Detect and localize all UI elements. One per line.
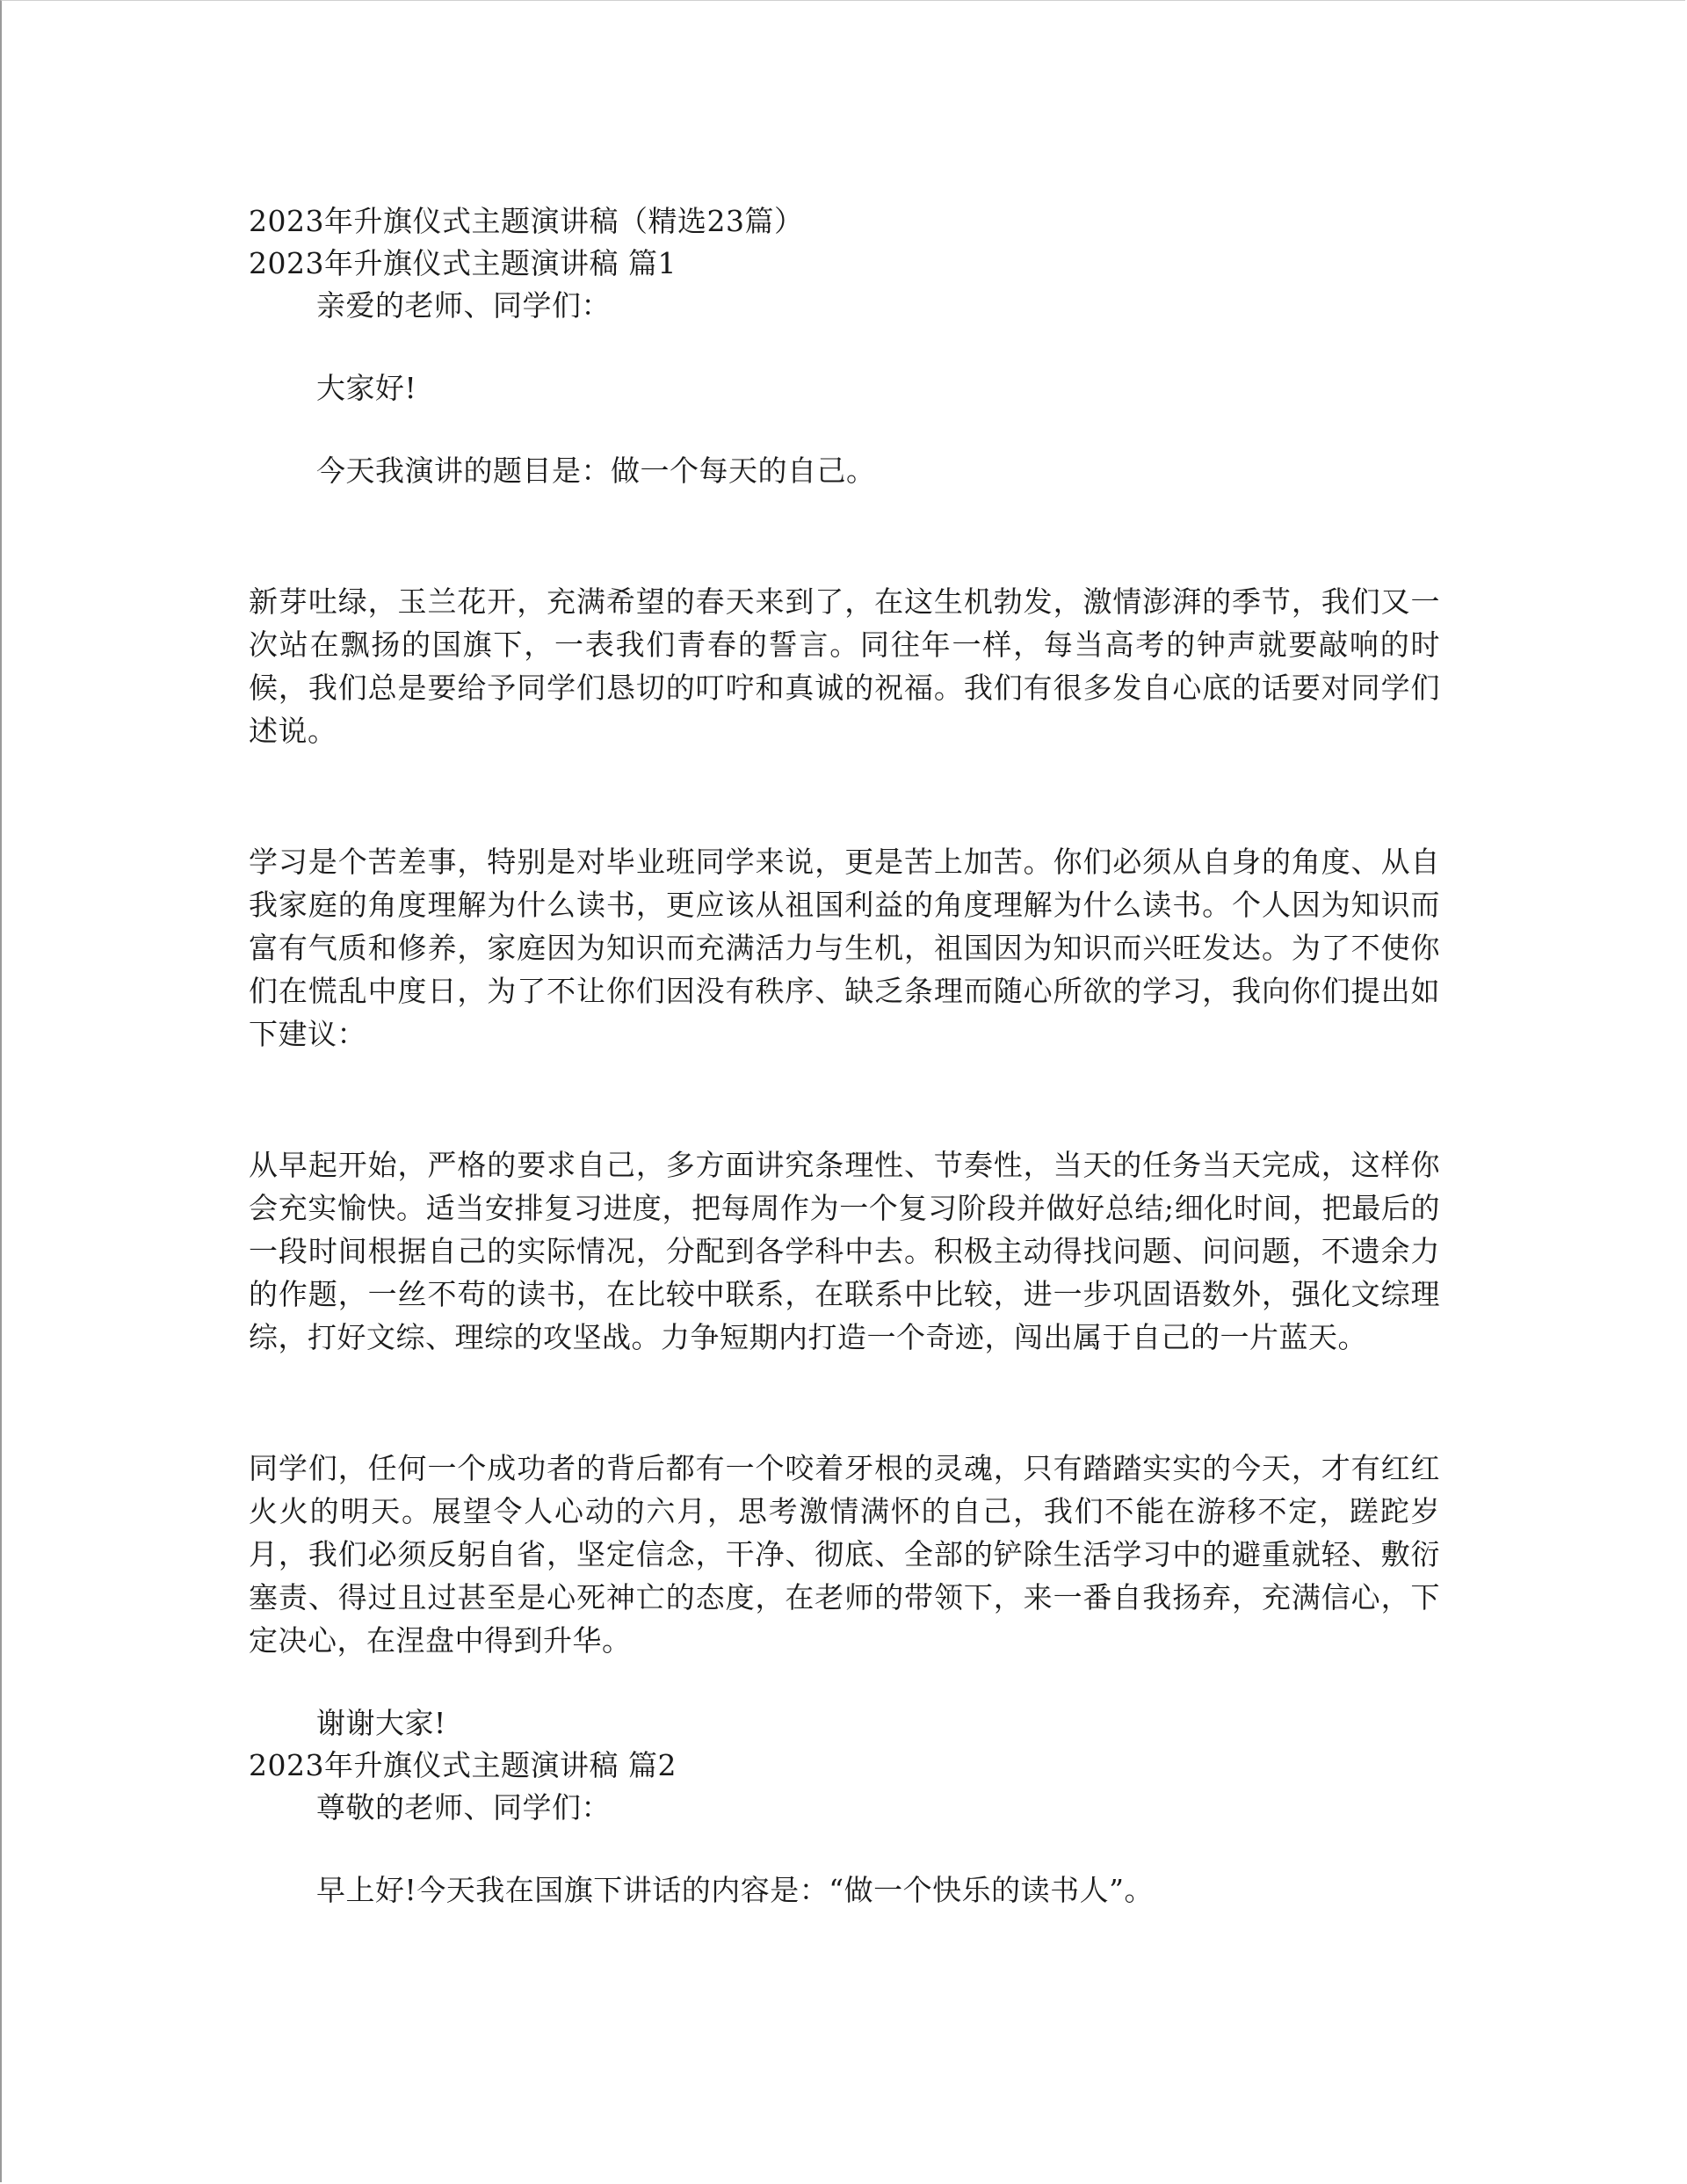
section-2-heading: 2023年升旗仪式主题演讲稿 篇2	[249, 1748, 677, 1782]
section-1-closing: 谢谢大家!	[316, 1706, 446, 1740]
section-1-salutation: 亲爱的老师、同学们：	[316, 288, 611, 323]
section-1-paragraph: 同学们，任何一个成功者的背后都有一个咬着牙根的灵魂，只有踏踏实实的今天，才有红红火火的明天。展望令人心动的六月，思考激情满怀的自己，我们不能在游移不定，蹉跎岁月，我们必须反躬自省，坚定信念，干净、彻底、全部的铲除生活学习中的避重就轻、敷衍塞责、得过且过甚至是心死神亡的态度，在老师的带领下，来一番自我扬弃，充满信心，下定决心，在涅盘中得到升华。	[249, 1451, 1440, 1658]
section-2-salutation: 尊敬的老师、同学们：	[316, 1790, 611, 1825]
section-1-topic: 今天我演讲的题目是：做一个每天的自己。	[316, 453, 876, 488]
document-title: 2023年升旗仪式主题演讲稿（精选23篇）	[249, 204, 804, 238]
section-1-heading: 2023年升旗仪式主题演讲稿 篇1	[249, 246, 677, 280]
section-1-paragraph: 新芽吐绿，玉兰花开，充满希望的春天来到了，在这生机勃发，激情澎湃的季节，我们又一次站在飘扬的国旗下，一表我们青春的誓言。同往年一样，每当高考的钟声就要敲响的时候，我们总是要给予同学们恳切的叮咛和真诚的祝福。我们有很多发自心底的话要对同学们述说。	[249, 584, 1440, 748]
section-1-greeting: 大家好!	[316, 371, 417, 405]
section-2-opening: 早上好!今天我在国旗下讲话的内容是：“做一个快乐的读书人”。	[316, 1873, 1155, 1907]
document-body	[249, 200, 1440, 1912]
section-1-paragraph: 从早起开始，严格的要求自己，多方面讲究条理性、节奏性，当天的任务当天完成，这样你会充实愉快。适当安排复习进度，把每周作为一个复习阶段并做好总结;细化时间，把最后的一段时间根据自己的实际情况，分配到各学科中去。积极主动得找问题、问问题，不遗余力的作题，一丝不苟的读书，在比较中联系，在联系中比较，进一步巩固语数外，强化文综理综，打好文综、理综的攻坚战。力争短期内打造一个奇迹，闯出属于自己的一片蓝天。	[249, 1148, 1440, 1354]
section-1-paragraph: 学习是个苦差事，特别是对毕业班同学来说，更是苦上加苦。你们必须从自身的角度、从自我家庭的角度理解为什么读书，更应该从祖国利益的角度理解为什么读书。个人因为知识而富有气质和修养，家庭因为知识而充满活力与生机，祖国因为知识而兴旺发达。为了不使你们在慌乱中度日，为了不让你们因没有秩序、缺乏条理而随心所欲的学习，我向你们提出如下建议：	[249, 845, 1440, 1051]
